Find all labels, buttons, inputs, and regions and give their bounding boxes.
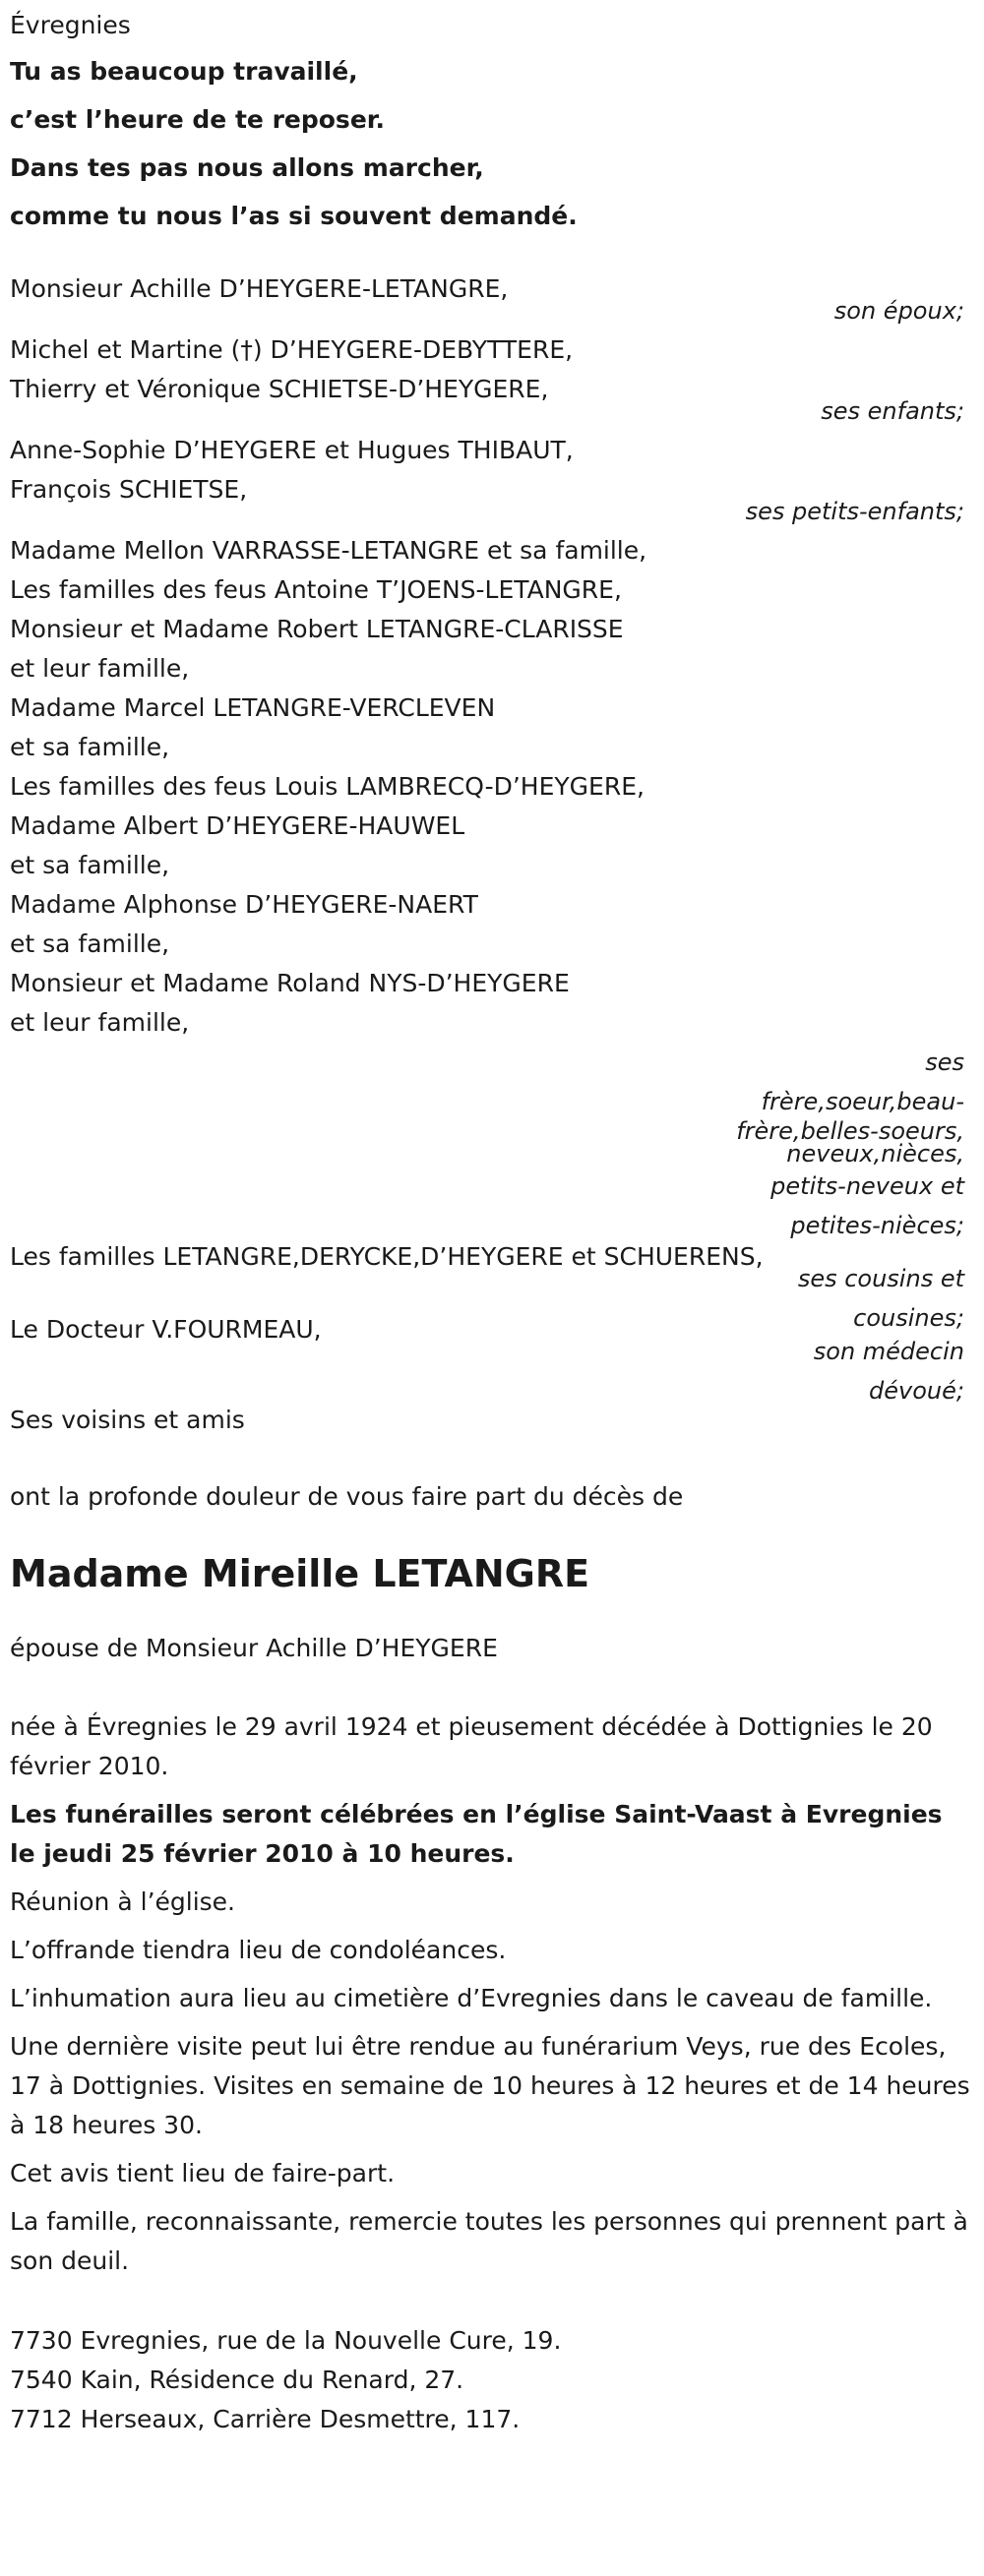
family-name-line: Les familles LETANGRE,DERYCKE,D’HEYGERE et SCHUERENS,: [10, 1242, 764, 1271]
family-group-neighbours: [10, 1401, 974, 1440]
verse: [10, 47, 974, 240]
family-group-siblings: [10, 531, 974, 1245]
family-name-line: Les familles des feus Antoine T’JOENS-LETANGRE,: [10, 575, 622, 604]
address-line: 7712 Herseaux, Carrière Desmettre, 117.: [10, 2405, 521, 2433]
relation-label: ses petits-enfants;: [745, 498, 964, 525]
relation-line: son médecin: [813, 1338, 964, 1365]
obituary-page: [0, 6, 984, 2439]
family-name-line: Monsieur et Madame Robert LETANGRE-CLARISSE: [10, 615, 624, 643]
family-group-doctor: [10, 1310, 974, 1410]
family-name-line: Les familles des feus Louis LAMBRECQ-D’HEYGERE,: [10, 772, 645, 801]
detail-paragraph: L’inhumation aura lieu au cimetière d’Evregnies dans le caveau de famille.: [10, 1984, 933, 2012]
detail-paragraph: Cet avis tient lieu de faire-part.: [10, 2159, 396, 2187]
family-name-line: et leur famille,: [10, 1008, 190, 1037]
family-name-line: et sa famille,: [10, 929, 170, 958]
family-name-line: Thierry et Véronique SCHIETSE-D’HEYGERE,: [10, 375, 549, 403]
verse-line: comme tu nous l’as si souvent demandé.: [10, 202, 578, 230]
relation-line: frère,soeur,beau-: [761, 1088, 964, 1115]
relation-line: petites-nièces;: [790, 1212, 964, 1239]
relation-line: frère,belles-soeurs,: [736, 1117, 964, 1145]
family-name-line: Madame Mellon VARRASSE-LETANGRE et sa famille,: [10, 536, 647, 565]
detail-paragraph: La famille, reconnaissante, remercie toutes les personnes qui prennent part à son deuil.: [10, 2207, 968, 2275]
family-name-line: Madame Alphonse D’HEYGERE-NAERT: [10, 890, 478, 919]
family-name-line: et sa famille,: [10, 733, 170, 761]
family-group-grandchildren: [10, 431, 974, 531]
relation-line: ses cousins et: [797, 1265, 964, 1292]
family-name-line: Madame Marcel LETANGRE-VERCLEVEN: [10, 693, 496, 722]
announcement: ont la profonde douleur de vous faire part du décès de: [10, 1482, 684, 1511]
detail-paragraph: L’offrande tiendra lieu de condoléances.: [10, 1936, 507, 1964]
funeral-text: Les funérailles seront célébrées en l’église Saint-Vaast à Evregnies le jeudi 25 février 2010 à 10 heures.: [10, 1800, 943, 1868]
family-group-children: [10, 330, 974, 431]
address-line: 7730 Evregnies, rue de la Nouvelle Cure, 19.: [10, 2326, 562, 2355]
family-name-line: Ses voisins et amis: [10, 1406, 245, 1434]
family-name-line: et sa famille,: [10, 851, 170, 879]
family-name-line: Monsieur et Madame Roland NYS-D’HEYGERE: [10, 969, 570, 997]
birth-death-text: née à Évregnies le 29 avril 1924 et pieusement décédée à Dottignies le 20 février 2010.: [10, 1712, 933, 1780]
relation-label: son époux;: [833, 297, 964, 325]
family-group-spouse: [10, 270, 974, 330]
verse-line: Dans tes pas nous allons marcher,: [10, 153, 484, 182]
family-name-line: Le Docteur V.FOURMEAU,: [10, 1315, 322, 1344]
relation-line: cousines;: [853, 1304, 964, 1332]
address-line: 7540 Kain, Résidence du Renard, 27.: [10, 2366, 464, 2394]
spouse-line: épouse de Monsieur Achille D’HEYGERE: [10, 1634, 498, 1662]
family-name-line: Monsieur Achille D’HEYGERE-LETANGRE,: [10, 274, 509, 303]
place-header: Évregnies: [10, 11, 131, 39]
family-name-line: François SCHIETSE,: [10, 475, 248, 504]
family-name-line: Michel et Martine (†) D’HEYGERE-DEBYTTERE,: [10, 335, 574, 364]
relation-line: dévoué;: [869, 1377, 964, 1405]
addresses: [10, 2321, 974, 2439]
relation-label: [10, 1043, 974, 1245]
verse-line: Tu as beaucoup travaillé,: [10, 57, 358, 86]
detail-paragraph: Réunion à l’église.: [10, 1887, 236, 1916]
detail-paragraph: Une dernière visite peut lui être rendue au funérarium Veys, rue des Ecoles, 17 à Dottignies. Visites en semaine de 10 heures à 12 heures et de 14 heures à 18 heures 30.: [10, 2032, 970, 2139]
relation-line: neveux,nièces,: [786, 1140, 964, 1168]
family-name-line: Madame Albert D’HEYGERE-HAUWEL: [10, 811, 465, 840]
family-name-line: Anne-Sophie D’HEYGERE et Hugues THIBAUT,: [10, 436, 574, 464]
relation-line: petits-neveux et: [770, 1172, 964, 1200]
family-name-line: et leur famille,: [10, 654, 190, 683]
deceased-name: Madame Mireille LETANGRE: [10, 1552, 590, 1595]
relation-line: ses: [925, 1048, 964, 1076]
relation-label: ses enfants;: [821, 397, 964, 425]
verse-line: c’est l’heure de te reposer.: [10, 105, 386, 134]
